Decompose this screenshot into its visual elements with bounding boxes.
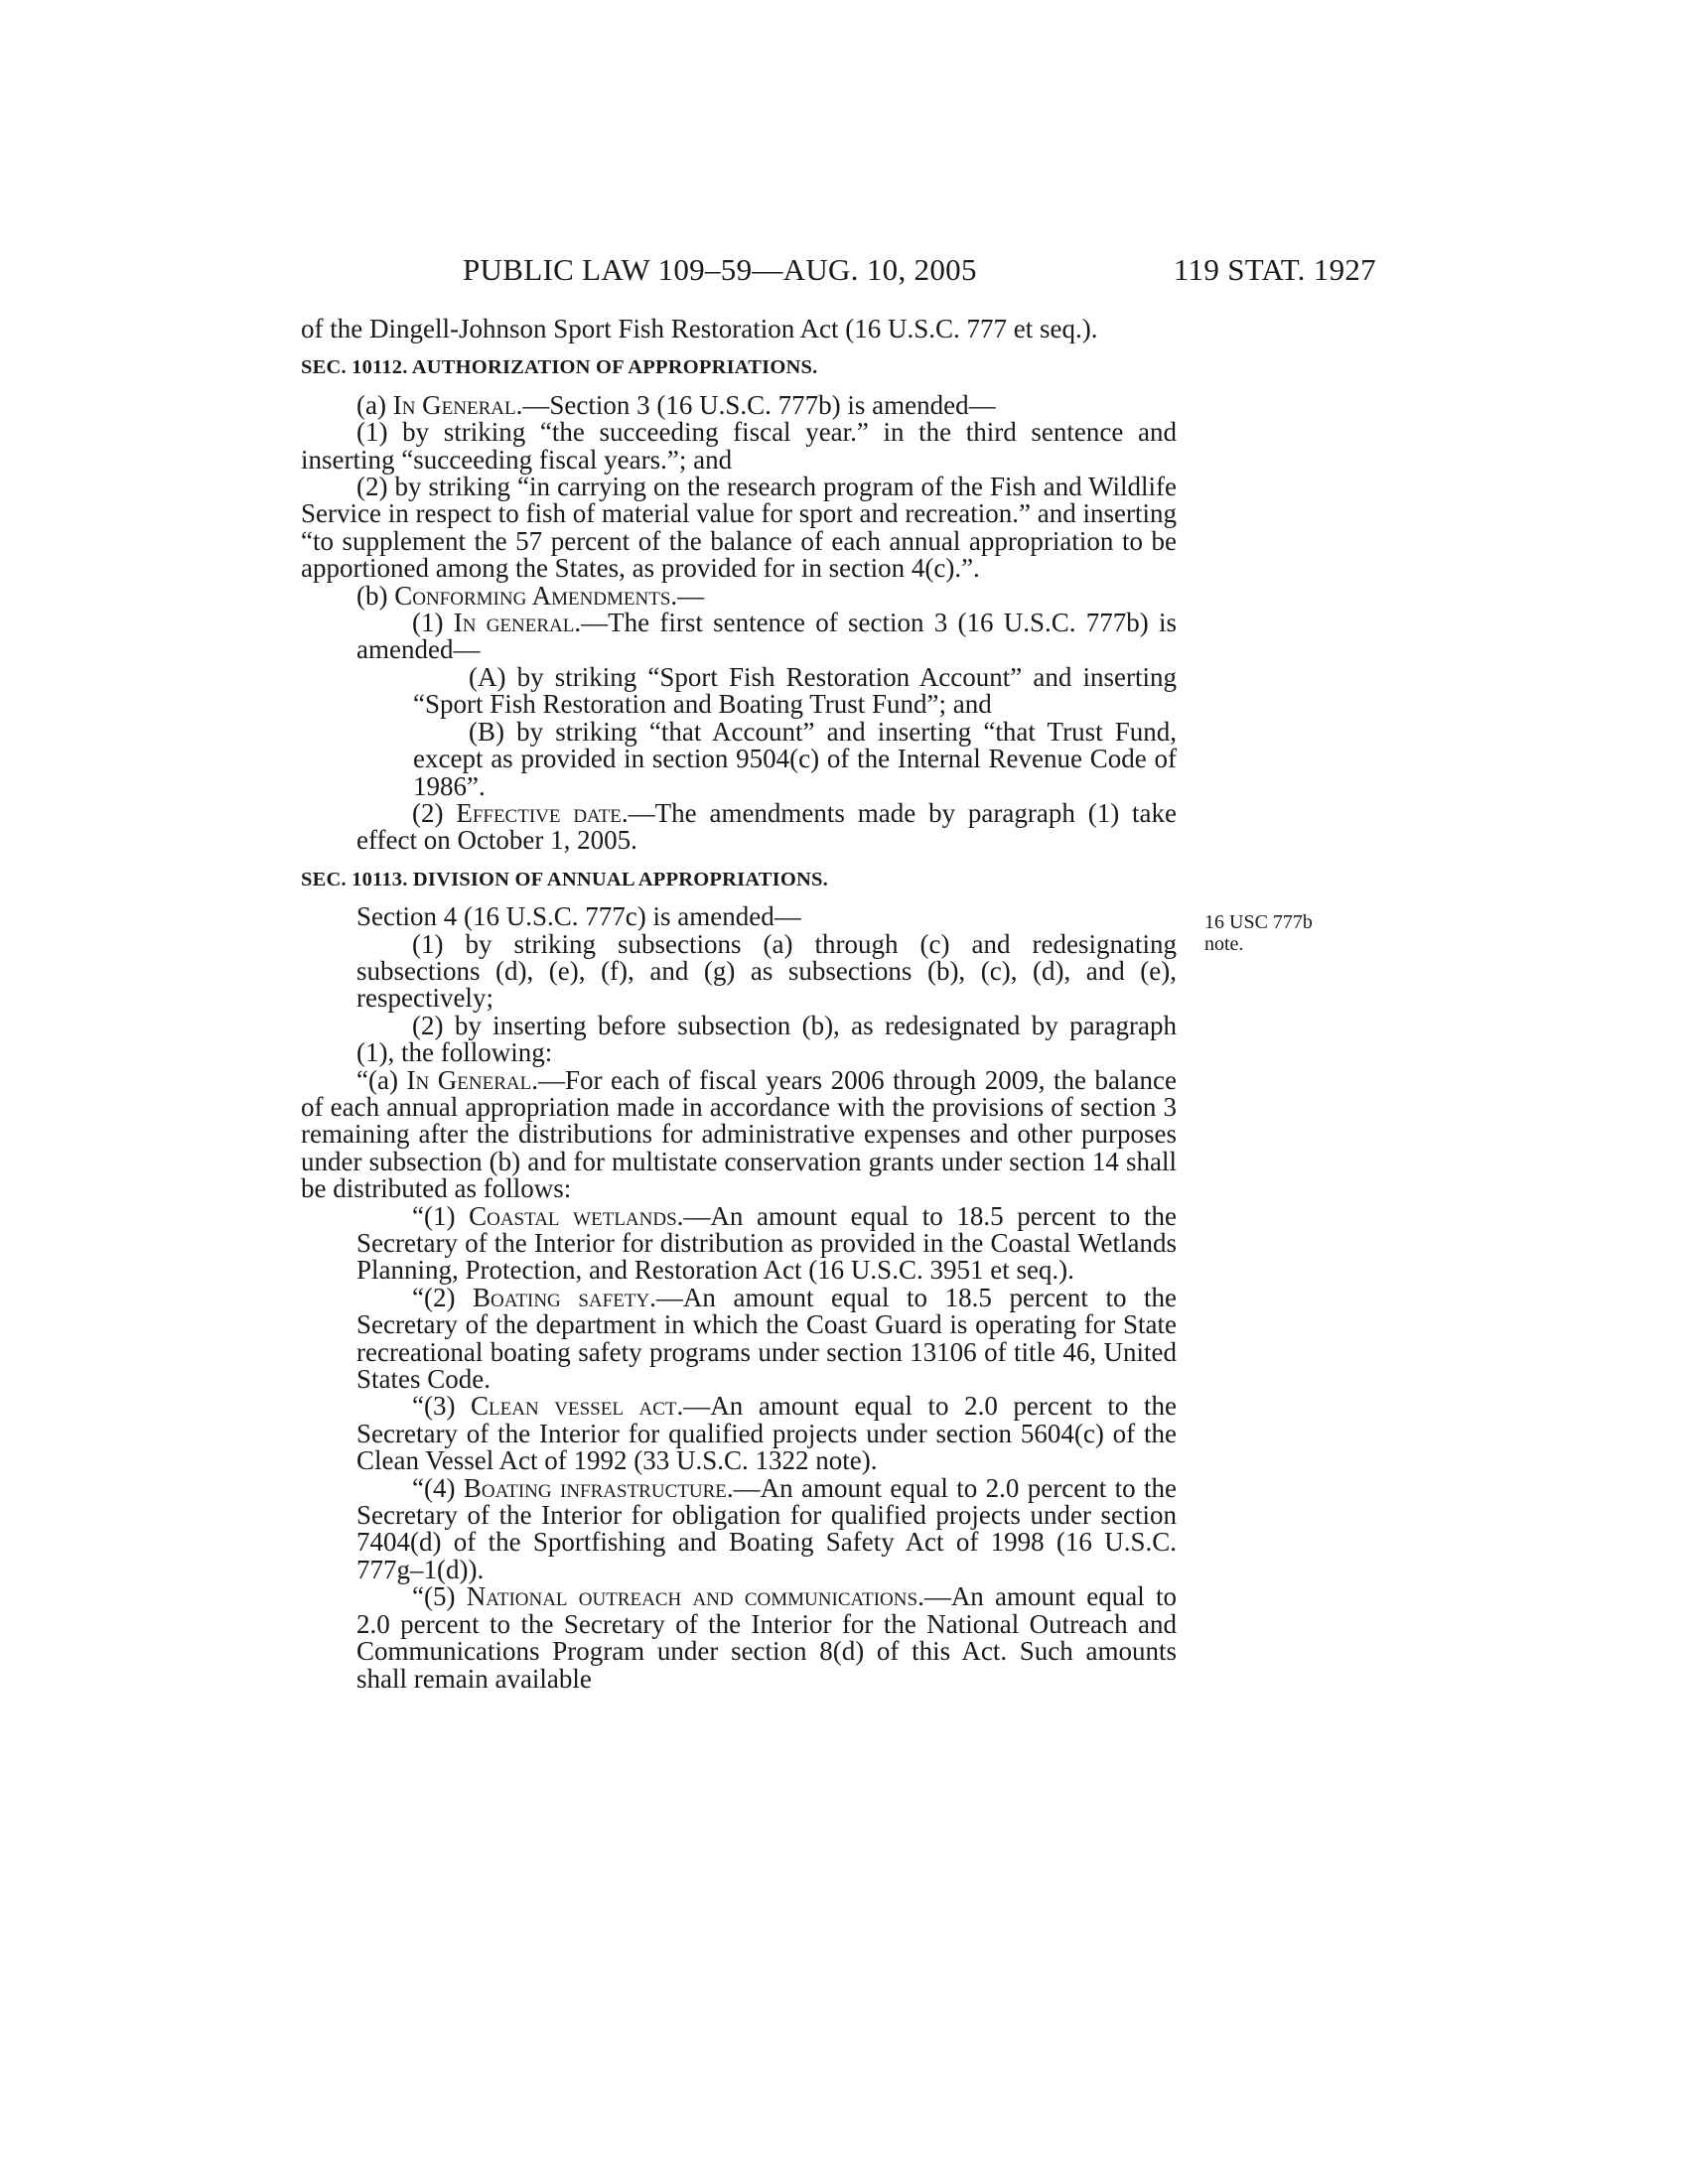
subsection-a-lead: (a) xyxy=(356,389,393,420)
quoted-paragraph-2-text: .—An amount equal to 18.5 percent to the Secretary of the department in which the Coast Guard is operating for State recreational boating safety programs under section 13106 of title 46, United States Code. xyxy=(356,1282,1178,1395)
margin-note-citation: 16 USC 777b xyxy=(1204,911,1313,933)
quoted-paragraph-5 xyxy=(301,1583,1177,1693)
section-4-paragraph-1: (1) by striking subsections (a) through (c) and redesignating subsections (d), (e), (f), and (g) as subsections (b), (c), (d), and (e), respectively; xyxy=(356,928,1177,1014)
quoted-paragraph-1-text: .—An amount equal to 18.5 percent to the Secretary of the Interior for distribution as provided in the Coastal Wetlands Planning, Protection, and Restoration Act (16 U.S.C. 3951 et seq.). xyxy=(356,1200,1177,1286)
paragraph-b2-text: .—The amendments made by paragraph (1) take effect on October 1, 2005. xyxy=(356,797,1177,856)
margin-note xyxy=(1204,911,1334,955)
paragraph-a2: (2) by striking “in carrying on the research program of the Fish and Wildlife Service in respect to fish of material value for sport and recreation.” and inserting “to supplement the 57 percent of the balance of each annual appropriation to be apportioned among the States, as provided for in section 4(c).”. xyxy=(301,472,1177,584)
subsection-a-heading xyxy=(301,389,1177,420)
quoted-paragraph-2 xyxy=(301,1282,1178,1395)
header-public-law: PUBLIC LAW 109–59—AUG. 10, 2005 xyxy=(463,252,977,287)
quoted-paragraph-2-lead: “(2) xyxy=(412,1282,474,1312)
section-4-paragraph-2: (2) by inserting before subsection (b), as redesignated by paragraph (1), the following: xyxy=(356,1010,1177,1068)
quoted-subsection-a xyxy=(301,1064,1177,1204)
quoted-paragraph-4-text: .—An amount equal to 2.0 percent to the Secretary of the Interior for obligation for qualified projects under section 7404(d) of the Sportfishing and Boating Safety Act of 1998 (16 U.S.C. 777g–1(d)). xyxy=(356,1472,1178,1584)
body-text xyxy=(301,316,1177,1693)
quoted-subsection-a-lead: “(a) xyxy=(356,1064,407,1095)
quoted-paragraph-4-caption: Boating infrastructure xyxy=(463,1472,727,1503)
quoted-paragraph-5-text: .—An amount equal to 2.0 percent to the Secretary of the Interior for the National Outreach and Communications Program under section 8(d) of this Act. Such amounts shall remain available xyxy=(356,1581,1177,1694)
paragraph-a1: (1) by striking “the succeeding fiscal year.” in the third sentence and inserting “succeeding fiscal years.”; and xyxy=(301,417,1177,475)
quoted-paragraph-4-lead: “(4) xyxy=(412,1472,464,1503)
subparagraph-b1b: (B) by striking “that Account” and inserting “that Trust Fund, except as provided in section 9504(c) of the Internal Revenue Code of 1986”. xyxy=(413,716,1177,801)
paragraph-b1-caption: In general xyxy=(453,608,575,638)
subsection-b-caption: Conforming Amendments xyxy=(394,580,671,611)
subsection-b-text: .— xyxy=(670,580,705,611)
quoted-paragraph-1 xyxy=(301,1200,1177,1286)
quoted-paragraph-5-caption: National outreach and communications xyxy=(466,1581,918,1612)
subsection-a-caption: In General xyxy=(392,389,516,420)
running-header xyxy=(463,250,1376,290)
subsection-a-text: .—Section 3 (16 U.S.C. 777b) is amended— xyxy=(515,389,996,420)
quoted-subsection-a-caption: In General xyxy=(406,1064,532,1095)
subsection-b-heading xyxy=(301,580,1177,611)
quoted-paragraph-1-lead: “(1) xyxy=(412,1200,470,1231)
quoted-paragraph-5-lead: “(5) xyxy=(412,1581,467,1612)
margin-note-label: note. xyxy=(1204,933,1244,955)
section-4-intro: Section 4 (16 U.S.C. 777c) is amended— xyxy=(356,901,801,932)
header-stat-citation: 119 STAT. 1927 xyxy=(1173,252,1376,287)
quoted-subsection-a-text: .—For each of fiscal years 2006 through 2009, the balance of each annual appropriation made in accordance with the provisions of section 3 remaining after the distributions for administrative expenses and other purposes under subsection (b) and for multistate conservation grants under section 14 shall be distributed as follows: xyxy=(301,1064,1177,1204)
paragraph-b1-text: .—The first sentence of section 3 (16 U.S.C. 777b) is amended— xyxy=(356,608,1177,665)
section-10112-heading: SEC. 10112. AUTHORIZATION OF APPROPRIATIONS. xyxy=(301,356,818,379)
paragraph-b2-caption: Effective date xyxy=(456,797,622,828)
quoted-paragraph-3-lead: “(3) xyxy=(412,1391,472,1422)
subparagraph-b1a: (A) by striking “Sport Fish Restoration Account” and inserting “Sport Fish Restoration and Boating Trust Fund”; and xyxy=(413,661,1177,720)
quoted-paragraph-1-caption: Coastal wetlands xyxy=(469,1200,677,1231)
paragraph-b1-lead: (1) xyxy=(412,608,454,638)
quoted-paragraph-3-text: .—An amount equal to 2.0 percent to the Secretary of the Interior for qualified projects under section 5604(c) of the Clean Vessel Act of 1992 (33 U.S.C. 1322 note). xyxy=(356,1391,1177,1476)
subsection-b-lead: (b) xyxy=(356,580,395,611)
paragraph-b1 xyxy=(301,610,1177,664)
quoted-paragraph-2-caption: Boating safety xyxy=(473,1282,650,1312)
section-10113-heading: SEC. 10113. DIVISION OF ANNUAL APPROPRIATIONS. xyxy=(301,868,828,890)
intro-paragraph: of the Dingell-Johnson Sport Fish Restoration Act (16 U.S.C. 777 et seq.). xyxy=(301,314,1098,343)
paragraph-b2-lead: (2) xyxy=(412,797,457,828)
quoted-paragraph-4 xyxy=(301,1472,1178,1584)
quoted-paragraph-3 xyxy=(301,1393,1177,1474)
paragraph-b2 xyxy=(301,797,1177,856)
quoted-paragraph-3-caption: Clean vessel act xyxy=(471,1391,677,1422)
